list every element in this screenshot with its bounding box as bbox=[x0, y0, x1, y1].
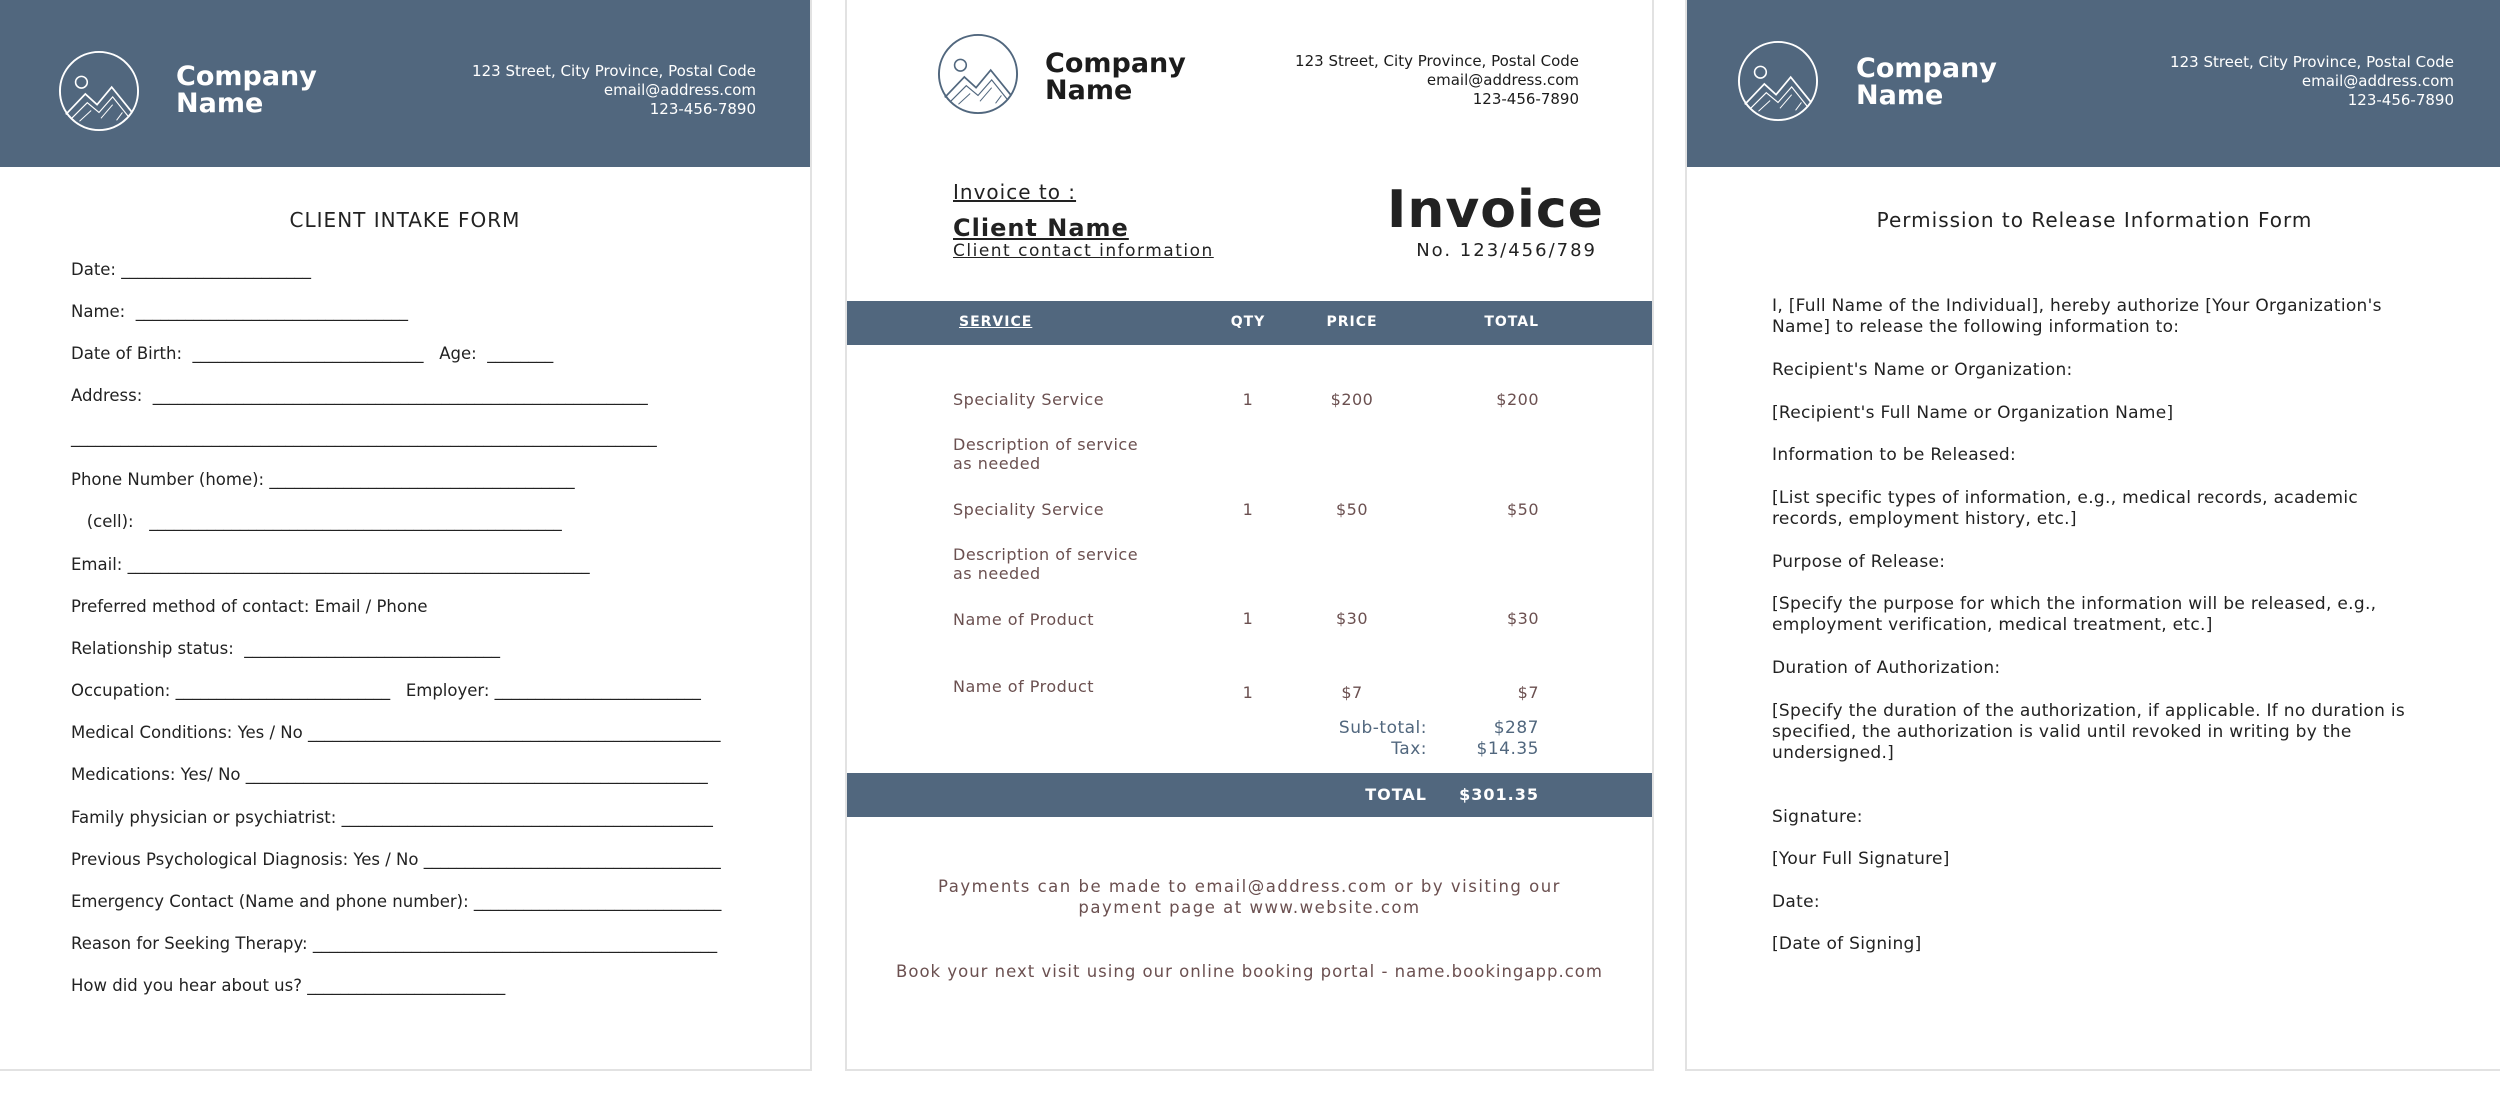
field-occupation-employer[interactable]: Occupation: __________________________ Employer: _________________________ bbox=[71, 681, 701, 700]
contact-email: email@address.com bbox=[603, 81, 756, 99]
company-contact bbox=[2170, 53, 2454, 110]
item-price: $30 bbox=[1335, 609, 1369, 628]
contact-address: 123 Street, City Province, Postal Code bbox=[2170, 53, 2454, 71]
company-name-line2: Name bbox=[1856, 80, 1944, 111]
company-name-line1: Company bbox=[176, 61, 317, 92]
item-price: $7 bbox=[1341, 683, 1363, 702]
invoice-to-label: Invoice to : bbox=[953, 180, 1077, 204]
date-placeholder[interactable]: [Date of Signing] bbox=[1772, 934, 1922, 954]
invoice-number: No. 123/456/789 bbox=[1416, 240, 1597, 261]
company-name bbox=[1045, 50, 1186, 104]
invoice-page bbox=[845, 0, 1654, 1071]
duration-placeholder[interactable]: [Specify the duration of the authorization, if applicable. If no duration is specified, the authorization is valid until revoked in writing by the undersigned.] bbox=[1772, 701, 2406, 763]
company-name-line2: Name bbox=[176, 88, 264, 119]
company-name bbox=[176, 63, 317, 117]
item-service: Speciality Service bbox=[953, 500, 1105, 519]
item-description-line1: Description of service bbox=[953, 435, 1139, 454]
contact-email: email@address.com bbox=[2301, 72, 2454, 90]
tax-label: Tax: bbox=[1391, 739, 1427, 759]
item-description-line2: as needed bbox=[953, 564, 1041, 583]
contact-address: 123 Street, City Province, Postal Code bbox=[1295, 52, 1579, 70]
date-label: Date: bbox=[1772, 892, 1820, 912]
column-header-total: TOTAL bbox=[1484, 314, 1539, 330]
company-name-line2: Name bbox=[1045, 75, 1133, 106]
information-placeholder[interactable]: [List specific types of information, e.g., medical records, academic records, employment history, etc.] bbox=[1772, 488, 2359, 529]
column-header-service: SERVICE bbox=[959, 314, 1033, 330]
field-phone-home[interactable]: Phone Number (home): _____________________________________ bbox=[71, 470, 575, 489]
release-information-form-page bbox=[1685, 0, 2500, 1071]
item-qty: 1 bbox=[1242, 500, 1254, 519]
item-qty: 1 bbox=[1242, 683, 1254, 702]
subtotal-label: Sub-total: bbox=[1338, 718, 1427, 738]
total-bar bbox=[847, 773, 1652, 817]
item-qty: 1 bbox=[1242, 390, 1254, 409]
field-name[interactable]: Name: _________________________________ bbox=[71, 302, 408, 321]
company-name bbox=[1856, 55, 1997, 109]
field-phone-cell[interactable]: (cell): __________________________________________________ bbox=[71, 512, 562, 531]
item-total: $7 bbox=[1517, 683, 1539, 702]
invoice-title: Invoice bbox=[1387, 180, 1604, 240]
company-name-line1: Company bbox=[1045, 48, 1186, 79]
subtotal-value: $287 bbox=[1493, 718, 1539, 738]
item-total: $30 bbox=[1506, 609, 1539, 628]
field-relationship-status[interactable]: Relationship status: _______________________________ bbox=[71, 639, 501, 658]
field-email[interactable]: Email: ________________________________________________________ bbox=[71, 555, 590, 574]
total-label: TOTAL bbox=[1365, 785, 1427, 804]
item-price: $50 bbox=[1335, 500, 1369, 519]
information-label: Information to be Released: bbox=[1772, 445, 2016, 465]
column-header-price: PRICE bbox=[1326, 314, 1378, 330]
company-name-line1: Company bbox=[1856, 53, 1997, 84]
field-reason-for-therapy[interactable]: Reason for Seeking Therapy: _________________________________________________ bbox=[71, 934, 718, 953]
item-description-line1: Description of service bbox=[953, 545, 1139, 564]
item-price: $200 bbox=[1330, 390, 1374, 409]
item-description-line2: as needed bbox=[953, 454, 1041, 473]
table-header-bar bbox=[847, 301, 1652, 345]
field-medical-conditions[interactable]: Medical Conditions: Yes / No __________________________________________________ bbox=[71, 723, 721, 742]
signature-label: Signature: bbox=[1772, 807, 1863, 827]
company-logo-icon bbox=[58, 50, 140, 132]
company-logo-icon bbox=[937, 33, 1019, 115]
field-date[interactable]: Date: _______________________ bbox=[71, 260, 311, 279]
field-address-line2[interactable]: _______________________________________________________________________ bbox=[71, 428, 657, 447]
item-service: Name of Product bbox=[953, 610, 1095, 629]
client-contact-info: Client contact information bbox=[953, 241, 1214, 261]
recipient-placeholder[interactable]: [Recipient's Full Name or Organization Name] bbox=[1772, 403, 2174, 423]
contact-email: email@address.com bbox=[1426, 71, 1579, 89]
booking-note: Book your next visit using our online booking portal - name.bookingapp.com bbox=[896, 962, 1603, 981]
item-description bbox=[953, 545, 1138, 583]
contact-phone: 123-456-7890 bbox=[2347, 91, 2454, 109]
field-referral-source[interactable]: How did you hear about us? ________________________ bbox=[71, 976, 506, 995]
company-contact bbox=[1295, 52, 1579, 109]
column-header-qty: QTY bbox=[1230, 314, 1266, 330]
field-preferred-contact[interactable]: Preferred method of contact: Email / Phone bbox=[71, 597, 428, 616]
contact-phone: 123-456-7890 bbox=[649, 100, 756, 118]
client-intake-form-page bbox=[0, 0, 812, 1071]
field-emergency-contact[interactable]: Emergency Contact (Name and phone number): ______________________________ bbox=[71, 892, 722, 911]
item-total: $200 bbox=[1496, 390, 1539, 409]
field-medications[interactable]: Medications: Yes/ No ________________________________________________________ bbox=[71, 765, 708, 784]
field-previous-diagnosis[interactable]: Previous Psychological Diagnosis: Yes / No ____________________________________ bbox=[71, 850, 721, 869]
contact-phone: 123-456-7890 bbox=[1472, 90, 1579, 108]
item-qty: 1 bbox=[1242, 609, 1254, 628]
client-name: Client Name bbox=[953, 214, 1129, 242]
item-description bbox=[953, 435, 1138, 473]
signature-placeholder[interactable]: [Your Full Signature] bbox=[1772, 849, 1950, 869]
item-service: Speciality Service bbox=[953, 390, 1105, 409]
field-date-of-birth-age[interactable]: Date of Birth: ____________________________ Age: ________ bbox=[71, 344, 554, 363]
purpose-placeholder[interactable]: [Specify the purpose for which the information will be released, e.g., employment verification, medical treatment, etc.] bbox=[1772, 594, 2377, 635]
authorization-statement: I, [Full Name of the Individual], hereby authorize [Your Organization's Name] to release the following information to: bbox=[1772, 296, 2382, 337]
payment-note bbox=[847, 876, 1652, 918]
field-family-physician[interactable]: Family physician or psychiatrist: _____________________________________________ bbox=[71, 808, 713, 827]
recipient-label: Recipient's Name or Organization: bbox=[1772, 360, 2073, 380]
payment-note-line1: Payments can be made to email@address.com or by visiting our bbox=[938, 877, 1561, 896]
duration-label: Duration of Authorization: bbox=[1772, 658, 2001, 678]
purpose-label: Purpose of Release: bbox=[1772, 552, 1946, 572]
company-logo-icon bbox=[1737, 40, 1819, 122]
form-title: CLIENT INTAKE FORM bbox=[289, 208, 521, 232]
tax-value: $14.35 bbox=[1476, 739, 1539, 759]
form-title: Permission to Release Information Form bbox=[1876, 208, 2313, 232]
item-total: $50 bbox=[1506, 500, 1539, 519]
total-value: $301.35 bbox=[1459, 785, 1539, 804]
field-address[interactable]: Address: ____________________________________________________________ bbox=[71, 386, 648, 405]
payment-note-line2: payment page at www.website.com bbox=[1078, 898, 1421, 917]
company-contact bbox=[472, 62, 756, 119]
contact-address: 123 Street, City Province, Postal Code bbox=[472, 62, 756, 80]
item-service: Name of Product bbox=[953, 677, 1095, 696]
